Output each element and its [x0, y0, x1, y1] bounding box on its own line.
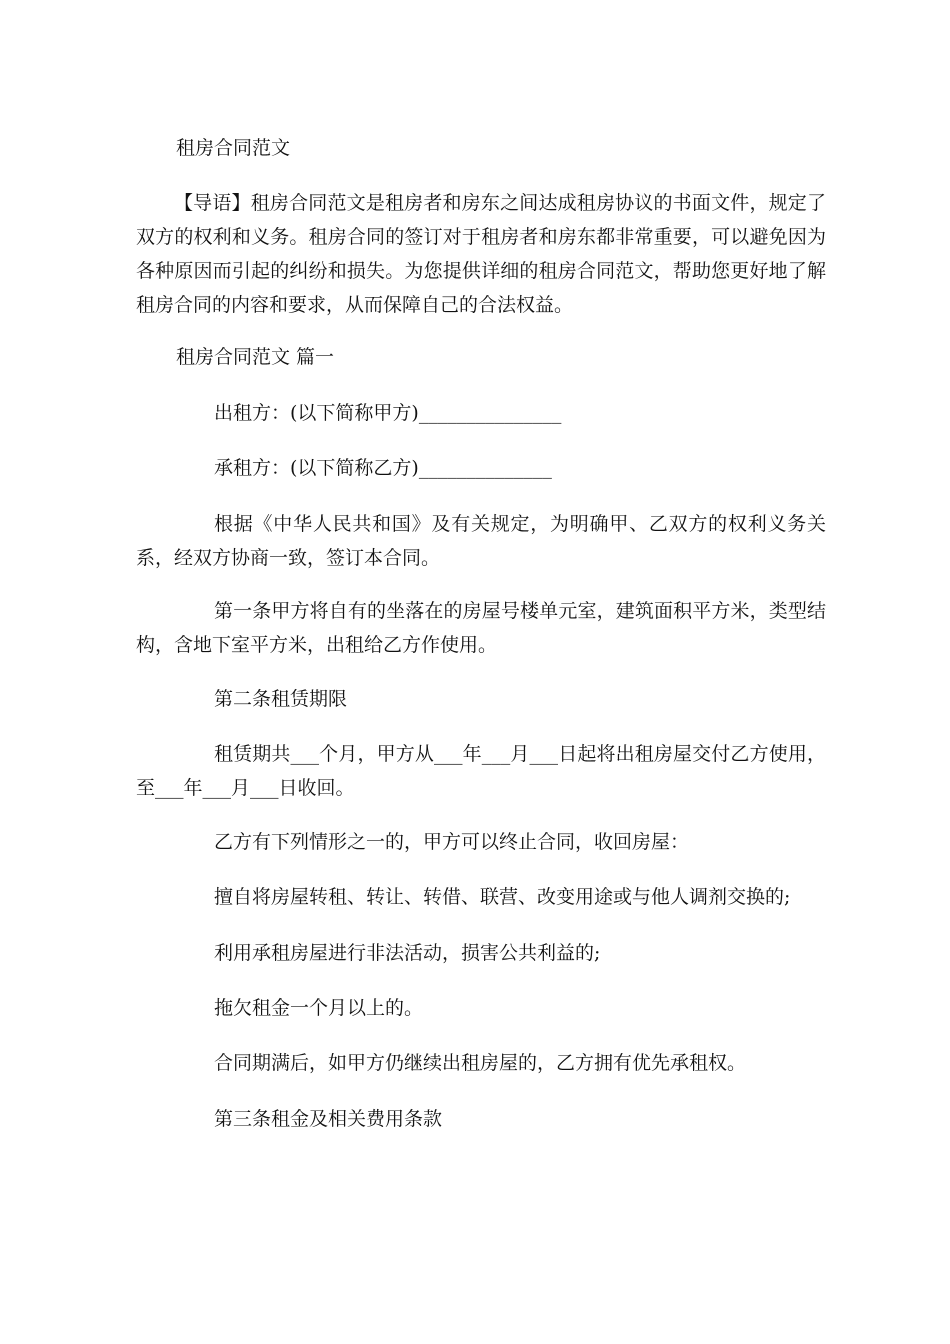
section-title: 租房合同范文 篇一 — [176, 346, 335, 368]
article-1-paragraph: 第一条甲方将自有的坐落在的房屋号楼单元室，建筑面积平方米，类型结构，含地下室平方米，出租给乙方作使用。 — [136, 600, 826, 656]
lessor-line: 出租方：(以下简称甲方)_______________ — [214, 402, 562, 424]
lessee-line: 承租方：(以下简称乙方)______________ — [214, 457, 552, 479]
priority-clause: 合同期满后，如甲方仍继续出租房屋的，乙方拥有优先承租权。 — [214, 1052, 747, 1074]
article-2-title: 第二条租赁期限 — [214, 688, 348, 710]
article-2-term-paragraph: 租赁期共___个月，甲方从___年___月___日起将出租房屋交付乙方使用，至___年___月___日收回。 — [136, 743, 826, 799]
document-title: 租房合同范文 — [176, 137, 291, 159]
condition-item-2: 利用承租房屋进行非法活动，损害公共利益的; — [214, 942, 601, 964]
article-3-title: 第三条租金及相关费用条款 — [214, 1108, 443, 1130]
intro-paragraph: 【导语】租房合同范文是租房者和房东之间达成租房协议的书面文件，规定了双方的权利和义务。租房合同的签订对于租房者和房东都非常重要，可以避免因为各种原因而引起的纠纷和损失。为您提供详细的租房合同范文，帮助您更好地了解租房合同的内容和要求，从而保障自己的合法权益。 — [136, 192, 826, 316]
preamble-paragraph: 根据《中华人民共和国》及有关规定，为明确甲、乙双方的权利义务关系，经双方协商一致，签订本合同。 — [136, 513, 826, 569]
condition-item-1: 擅自将房屋转租、转让、转借、联营、改变用途或与他人调剂交换的; — [214, 886, 791, 908]
article-2-condition-intro: 乙方有下列情形之一的，甲方可以终止合同，收回房屋： — [214, 831, 690, 853]
condition-item-3: 拖欠租金一个月以上的。 — [214, 997, 424, 1019]
